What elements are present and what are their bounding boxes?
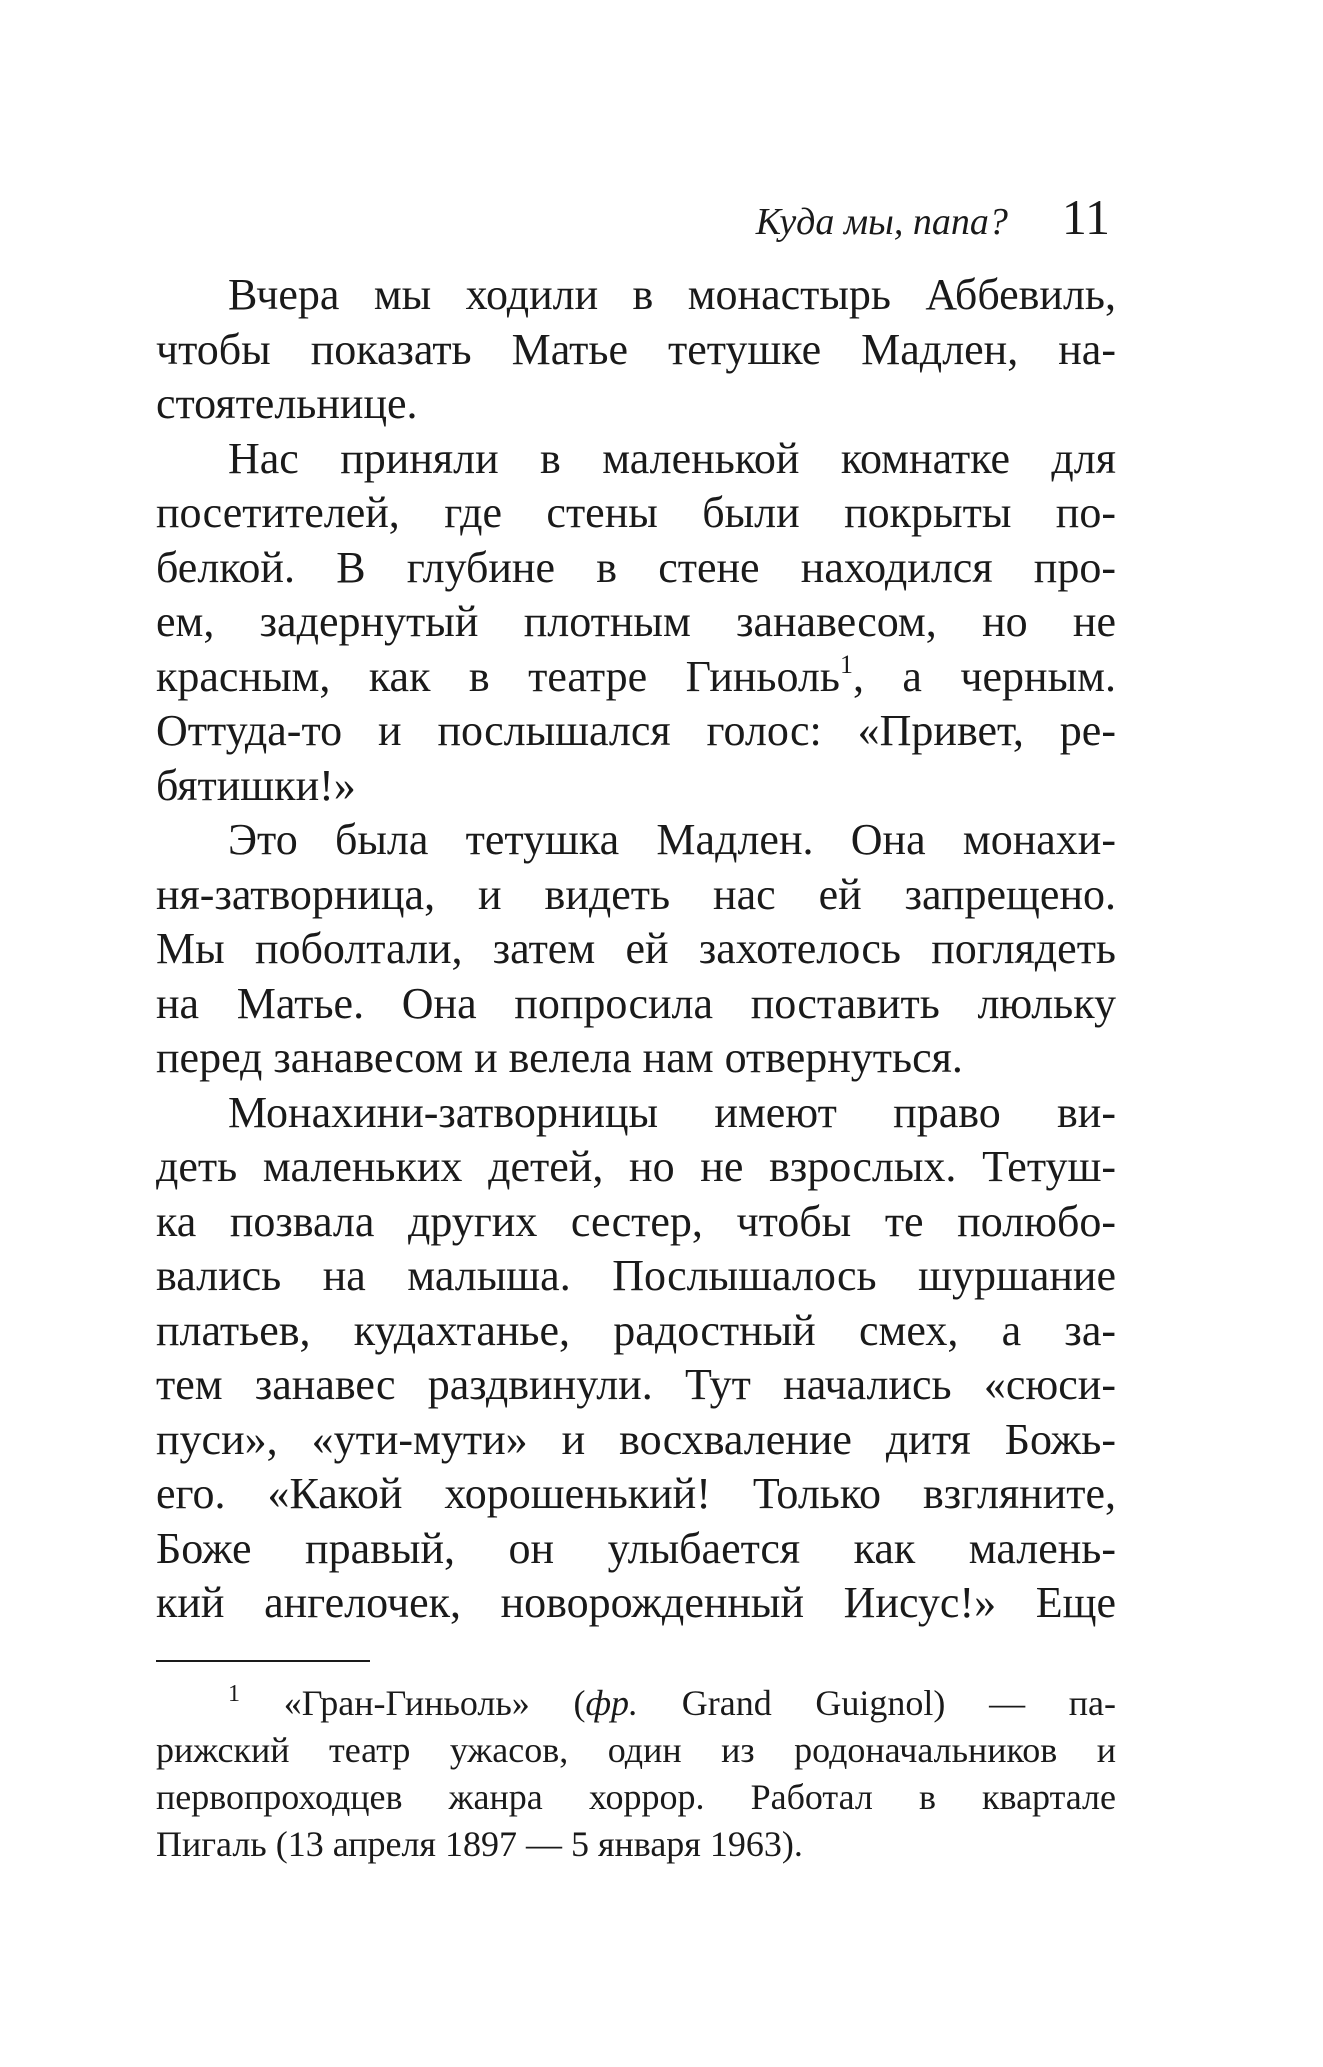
- text-line: Мы поболтали, затем ей захотелось поглядеть: [156, 924, 1116, 973]
- text-fragment: красным, как в театре Гиньоль: [156, 651, 840, 701]
- text-line: ка позвала других сестер, чтобы те полюбо-: [156, 1196, 1116, 1246]
- page-header: [756, 188, 1110, 246]
- text-line: ем, задернутый плотным занавесом, но не: [156, 597, 1116, 646]
- text-line: Нас приняли в маленькой комнатке для: [228, 433, 1116, 483]
- footnote-divider: [156, 1660, 370, 1662]
- text-line: платьев, кудахтанье, радостный смех, а за-: [156, 1305, 1116, 1355]
- footnotes: [156, 1680, 1116, 1868]
- text-line: пуси», «ути-мути» и восхваление дитя Божь-: [156, 1414, 1116, 1464]
- text-line: его. «Какой хорошенький! Только взгляните,: [156, 1469, 1116, 1518]
- footnote-line: рижский театр ужасов, один из родоначальников и: [156, 1730, 1116, 1770]
- text-line: на Матье. Она попросила поставить люльку: [156, 978, 1116, 1028]
- text-line: стоятельнице.: [156, 379, 418, 428]
- running-title: Куда мы, папа?: [755, 201, 1008, 243]
- text-line-with-footnote: [156, 650, 1116, 705]
- footnote-line: [156, 1680, 1116, 1727]
- text-line: перед занавесом и велела нам отвернуться.: [156, 1033, 963, 1082]
- body-text: [156, 268, 1116, 1631]
- text-line: деть маленьких детей, но не взрослых. Тетуш-: [156, 1142, 1116, 1191]
- footnote-line: Пигаль (13 апреля 1897 — 5 января 1963).: [156, 1824, 803, 1864]
- text-line: тем занавес раздвинули. Тут начались «сюси-: [156, 1360, 1116, 1409]
- footnote-line: первопроходцев жанра хоррор. Работал в квартале: [156, 1777, 1116, 1817]
- text-line: чтобы показать Матье тетушке Мадлен, на-: [156, 324, 1116, 374]
- text-line: Боже правый, он улыбается как малень-: [156, 1523, 1116, 1573]
- text-line: кий ангелочек, новорожденный Иисус!» Еще: [156, 1578, 1116, 1627]
- page-number: 11: [1061, 189, 1110, 245]
- text-line: бятишки!»: [156, 760, 356, 810]
- text-line: Вчера мы ходили в монастырь Аббевиль,: [228, 270, 1116, 319]
- text-line: Монахини-затворницы имеют право ви-: [228, 1087, 1116, 1137]
- text-line: ня-затворница, и видеть нас ей запрещено.: [156, 869, 1116, 919]
- text-line: посетителей, где стены были покрыты по-: [156, 488, 1116, 537]
- text-line: Оттуда-то и послышался голос: «Привет, ре-: [156, 706, 1116, 755]
- text-line: белкой. В глубине в стене находился про-: [156, 542, 1116, 592]
- text-fragment: , а черным.: [852, 651, 1116, 701]
- footnote-mark: 1: [228, 1681, 240, 1707]
- text-line: Это была тетушка Мадлен. Она монахи-: [228, 815, 1116, 864]
- footnote-text: Grand Guignol) — па-: [638, 1683, 1116, 1723]
- footnote-language-abbr: фр.: [585, 1683, 639, 1723]
- footnote-reference[interactable]: 1: [839, 649, 853, 679]
- footnote-text: «Гран-Гиньоль» (: [283, 1683, 586, 1723]
- text-line: вались на малыша. Послышалось шуршание: [156, 1251, 1116, 1300]
